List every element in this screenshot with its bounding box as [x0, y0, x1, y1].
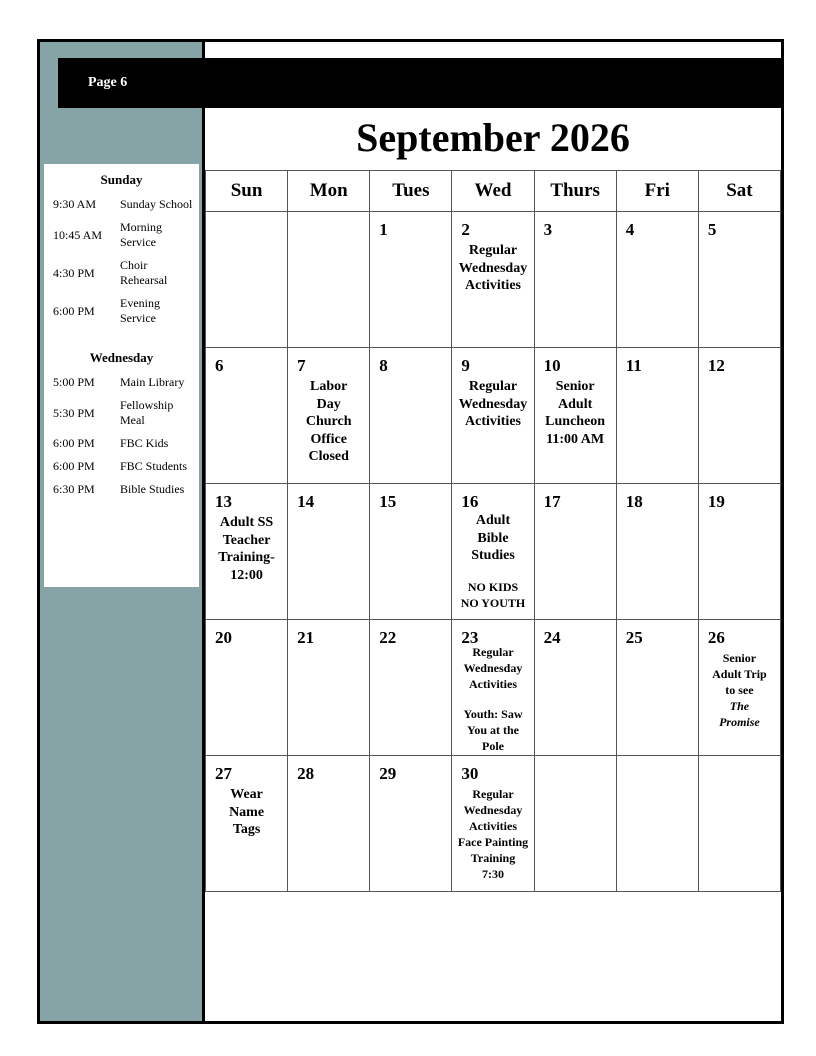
schedule-event: Bible Studies	[120, 482, 185, 496]
header-bar	[58, 58, 781, 108]
day-number: 29	[379, 764, 397, 783]
day-number: 2	[461, 220, 470, 239]
day-number: 8	[379, 356, 388, 375]
day-cell	[452, 484, 534, 620]
schedule-time: 9:30 AM	[53, 197, 97, 211]
day-number: 7	[297, 356, 306, 375]
day-cell	[616, 620, 698, 756]
empty-day-cell	[206, 212, 288, 348]
day-note: NO KIDS NO YOUTH	[460, 579, 526, 610]
day-cell	[534, 484, 616, 620]
day-cell	[206, 348, 288, 484]
day-event: Regular Wednesday Activities	[458, 379, 528, 429]
schedule-row	[44, 258, 199, 288]
day-event: Regular Wednesday Activities	[458, 243, 528, 293]
schedule-event: FBC Kids	[120, 436, 169, 450]
week-row	[206, 212, 781, 348]
schedule-event: Evening Service	[120, 296, 160, 325]
schedule-event: Choir Rehearsal	[120, 258, 168, 287]
calendar-title: September 2026	[356, 115, 630, 160]
day-cell	[206, 620, 288, 756]
day-cell	[616, 484, 698, 620]
empty-day-cell	[534, 756, 616, 892]
day-number: 28	[297, 764, 315, 783]
schedule-row	[44, 375, 199, 390]
day-cell	[370, 484, 452, 620]
day-cell	[288, 620, 370, 756]
day-event: Wear Name Tags	[229, 787, 265, 837]
day-cell	[616, 348, 698, 484]
day-number: 16	[461, 492, 479, 511]
schedule-time: 6:30 PM	[53, 482, 95, 496]
schedule-time: 10:45 AM	[53, 227, 103, 242]
day-number: 18	[625, 492, 643, 511]
empty-day-cell	[698, 756, 780, 892]
week-row	[206, 484, 781, 620]
day-cell	[206, 756, 288, 892]
schedule-row	[44, 296, 199, 326]
day-number: 4	[625, 220, 635, 239]
schedule-time: 5:00 PM	[53, 375, 95, 389]
week-row	[206, 620, 781, 756]
weekday-header: Sun	[206, 171, 288, 212]
day-event: Adult SS Teacher Training- 12:00	[218, 515, 275, 583]
day-cell	[698, 620, 780, 756]
weekday-header: Fri	[616, 171, 698, 212]
schedule-event: Sunday School	[120, 197, 193, 211]
day-number: 30	[461, 764, 479, 783]
schedule-time: 6:00 PM	[53, 459, 95, 473]
day-cell	[206, 484, 288, 620]
empty-day-cell	[288, 212, 370, 348]
day-event: Regular Wednesday Activities	[463, 645, 523, 691]
weekly-schedule	[44, 164, 199, 587]
day-cell	[452, 348, 534, 484]
page-number: Page 6	[88, 75, 128, 90]
day-number: 22	[379, 628, 397, 647]
day-number: 3	[543, 220, 553, 239]
sunday-heading: Sunday	[100, 172, 143, 187]
schedule-time: 4:30 PM	[53, 265, 95, 280]
week-row	[206, 348, 781, 484]
day-cell	[370, 212, 452, 348]
day-cell	[288, 756, 370, 892]
day-number: 6	[215, 356, 224, 375]
day-number: 25	[625, 628, 643, 647]
day-number: 14	[297, 492, 315, 511]
day-number: 17	[543, 492, 561, 511]
weekday-header: Wed	[452, 171, 534, 212]
day-cell	[534, 348, 616, 484]
schedule-row	[44, 197, 199, 212]
day-cell	[534, 620, 616, 756]
day-number: 13	[215, 492, 232, 511]
day-event: Senior Adult Luncheon 11:00 AM	[545, 379, 606, 447]
schedule-event: Morning Service	[120, 220, 162, 249]
day-cell	[616, 212, 698, 348]
day-number: 5	[707, 220, 717, 239]
day-cell	[452, 620, 534, 756]
empty-day-cell	[616, 756, 698, 892]
weekday-header: Mon	[288, 171, 370, 212]
day-event: Senior Adult Trip to see The Promise	[712, 651, 767, 729]
day-number: 10	[543, 356, 561, 375]
weekday-header: Tues	[370, 171, 452, 212]
day-cell	[370, 348, 452, 484]
day-event: Youth: Saw You at the Pole	[463, 707, 523, 753]
schedule-row	[44, 459, 199, 474]
day-cell	[288, 484, 370, 620]
schedule-row	[44, 436, 199, 451]
day-cell	[288, 348, 370, 484]
sidebar	[40, 42, 205, 1021]
day-number: 19	[707, 492, 725, 511]
schedule-event: Fellowship Meal	[120, 398, 174, 427]
day-number: 24	[543, 628, 561, 647]
weekday-header-row	[206, 171, 781, 212]
weekday-header: Thurs	[534, 171, 616, 212]
day-number: 15	[379, 492, 397, 511]
schedule-event: Main Library	[120, 375, 185, 389]
day-number: 20	[215, 628, 232, 647]
day-cell	[452, 212, 534, 348]
day-number: 1	[379, 220, 388, 239]
weekday-header: Sat	[698, 171, 780, 212]
day-cell	[370, 756, 452, 892]
day-number: 26	[707, 628, 725, 647]
schedule-time: 6:00 PM	[53, 303, 95, 318]
day-cell	[698, 484, 780, 620]
day-number: 21	[297, 628, 315, 647]
schedule-time: 6:00 PM	[53, 436, 95, 450]
schedule-row	[44, 482, 199, 497]
schedule-row	[44, 220, 199, 250]
day-cell	[370, 620, 452, 756]
day-cell	[698, 212, 780, 348]
day-event: Adult Bible Studies	[471, 513, 515, 563]
day-event: Labor Day Church Office Closed	[305, 379, 352, 464]
schedule-time: 5:30 PM	[53, 405, 95, 420]
schedule-row	[44, 398, 199, 428]
day-number: 23	[461, 628, 479, 647]
day-event: Regular Wednesday Activities Face Painting Training 7:30	[457, 787, 529, 881]
wednesday-heading: Wednesday	[89, 350, 154, 365]
schedule-event: FBC Students	[120, 459, 188, 473]
day-cell	[534, 212, 616, 348]
day-number: 27	[215, 764, 232, 783]
day-number: 9	[461, 356, 470, 375]
page-frame	[37, 39, 784, 1024]
day-cell	[452, 756, 534, 892]
day-cell	[698, 348, 780, 484]
day-number: 12	[707, 356, 725, 375]
week-row	[206, 756, 781, 892]
calendar-grid	[205, 170, 781, 892]
day-number: 11	[625, 356, 642, 375]
